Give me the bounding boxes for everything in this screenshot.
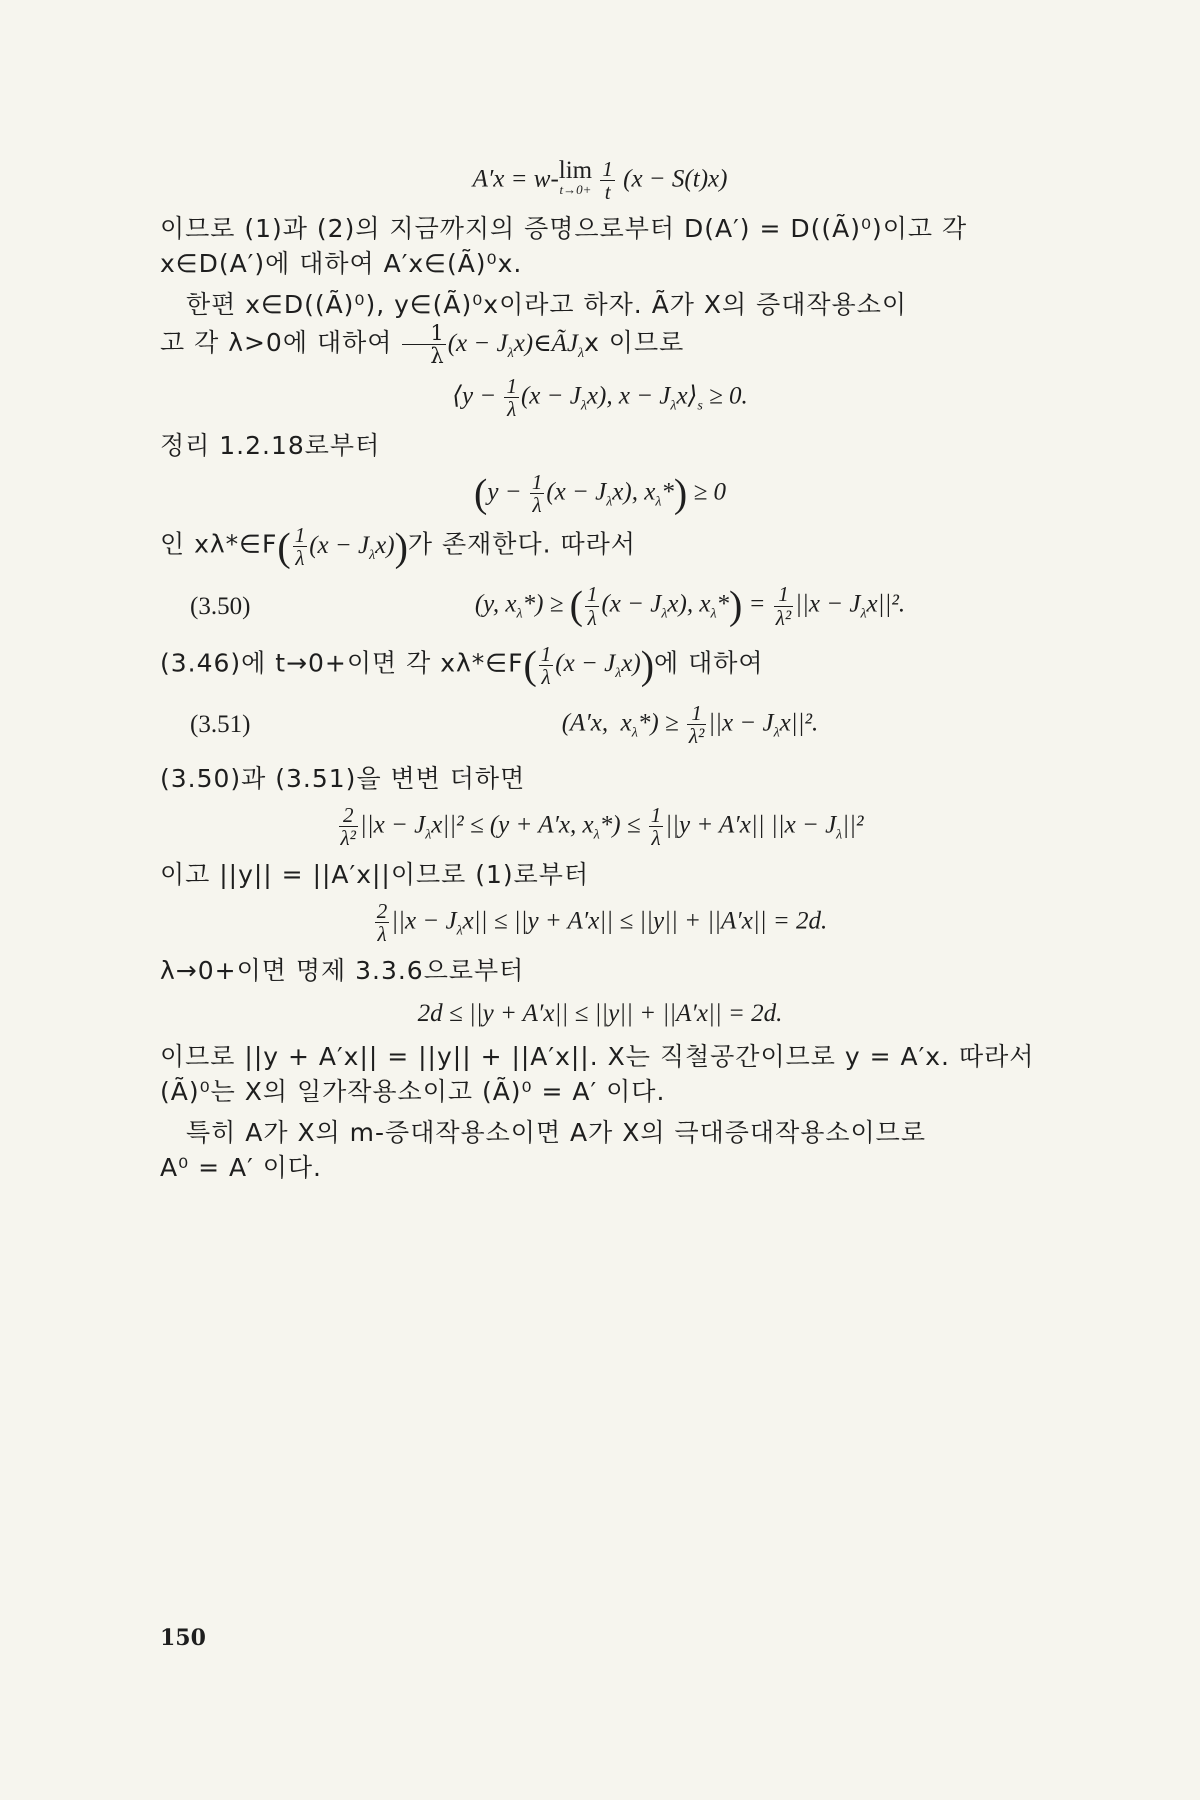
equation-limit-result: 2d ≤ ||y + A′x|| ≤ ||y|| + ||A′x|| = 2d. bbox=[417, 999, 783, 1027]
equation-3-51: (3.51) (A′x, $x_\lambda*$) ≥ $\frac{1}{\text{λ²}}$ $||x - J_\lambda x||^2$. bbox=[160, 702, 1040, 747]
paragraph-1: 이므로 (1)과 (2)의 지금까지의 증명으로부터 D(A′) = D((Ã)⁰)이고 각 x∈D(A′)에 대하여 A′x∈(Ã)⁰x. bbox=[160, 214, 968, 279]
document-page bbox=[160, 150, 1040, 1191]
limit-subscript: t→0+ bbox=[559, 182, 592, 197]
paragraph-5: (3.46)에 t→0+이면 각 xλ*∈F( $\frac{1}{\lambda}$ $(x - J_\lambda x)$)에 대하여 bbox=[160, 641, 764, 689]
paragraph-6: (3.50)과 (3.51)을 변변 더하면 bbox=[160, 763, 526, 793]
equation-duality-inequality: ⟨y − $\frac{1}{\lambda}$ $(x - J_\lambda x)$, $x - J_\lambda x⟩_s \ge 0$. bbox=[452, 374, 748, 422]
equation-3-50: (3.50) (y, $x_\lambda*$) ≥ ( $\frac{1}{\lambda}$ $(x - J_\lambda x)$, $x_\lambda*$) = $\frac{1}{\text{λ²}}$ $||x - J_\lambda x||^2$. bbox=[160, 583, 1040, 628]
equation-sum-inequality: $\frac{2}{\text{λ²}}$ $||x - J_\lambda x||^2 \le (y + A'x$, $x_\lambda*$) ≤ $\frac{1}{\lambda}$ ||y + A′x|| $||x - J_\lambda||^2$ bbox=[340, 802, 864, 850]
equation-number: (3.51) bbox=[190, 710, 251, 738]
theorem-reference-line: 정리 1.2.18로부터 bbox=[160, 431, 381, 461]
equation-number: (3.50) bbox=[190, 592, 251, 620]
equation-dual-element: (y − $\frac{1}{\lambda}$ $(x - J_\lambda x)$, $x_\lambda*) \ge 0$ bbox=[474, 470, 726, 518]
paragraph-10: 특히 A가 X의 m-증대작용소이면 A가 X의 극대증대작용소이므로 A⁰ = A′ 이다. bbox=[160, 1117, 926, 1182]
paragraph-7: 이고 ||y|| = ||A′x||이므로 (1)로부터 bbox=[160, 859, 590, 889]
paragraph-2: 한편 x∈D((Ã)⁰), y∈(Ã)⁰x이라고 하자. Ã가 X의 증대작용소이 고 각 λ>0에 대하여 $\frac{1}{\lambda}$ $(x - J_\lambda x)\in ÃJ_\lambda x$ 이므로 bbox=[160, 290, 908, 369]
page-number: 150 bbox=[160, 1625, 206, 1651]
equation-weak-limit: A′x = w- lim t→0+ $\frac{1}{t}$ (x − S(t)x) bbox=[472, 157, 728, 205]
paragraph-4: 인 xλ*∈F( $\frac{1}{\lambda}$ $(x - J_\lambda x)$)가 존재한다. 따라서 bbox=[160, 523, 636, 571]
equation-norm-bound: $\frac{2}{\lambda}$ $||x - J_\lambda x|| \le ||y + A'x|| \le ||y|| + ||A'x|| = 2d$. bbox=[376, 898, 828, 946]
paragraph-8: λ→0+이면 명제 3.3.6으로부터 bbox=[160, 955, 525, 985]
paragraph-9: 이므로 ||y + A′x|| = ||y|| + ||A′x||. X는 직철공간이므로 y = A′x. 따라서 (Ã)⁰는 X의 일가작용소이고 (Ã)⁰ = A′ 이다. bbox=[160, 1041, 1035, 1106]
